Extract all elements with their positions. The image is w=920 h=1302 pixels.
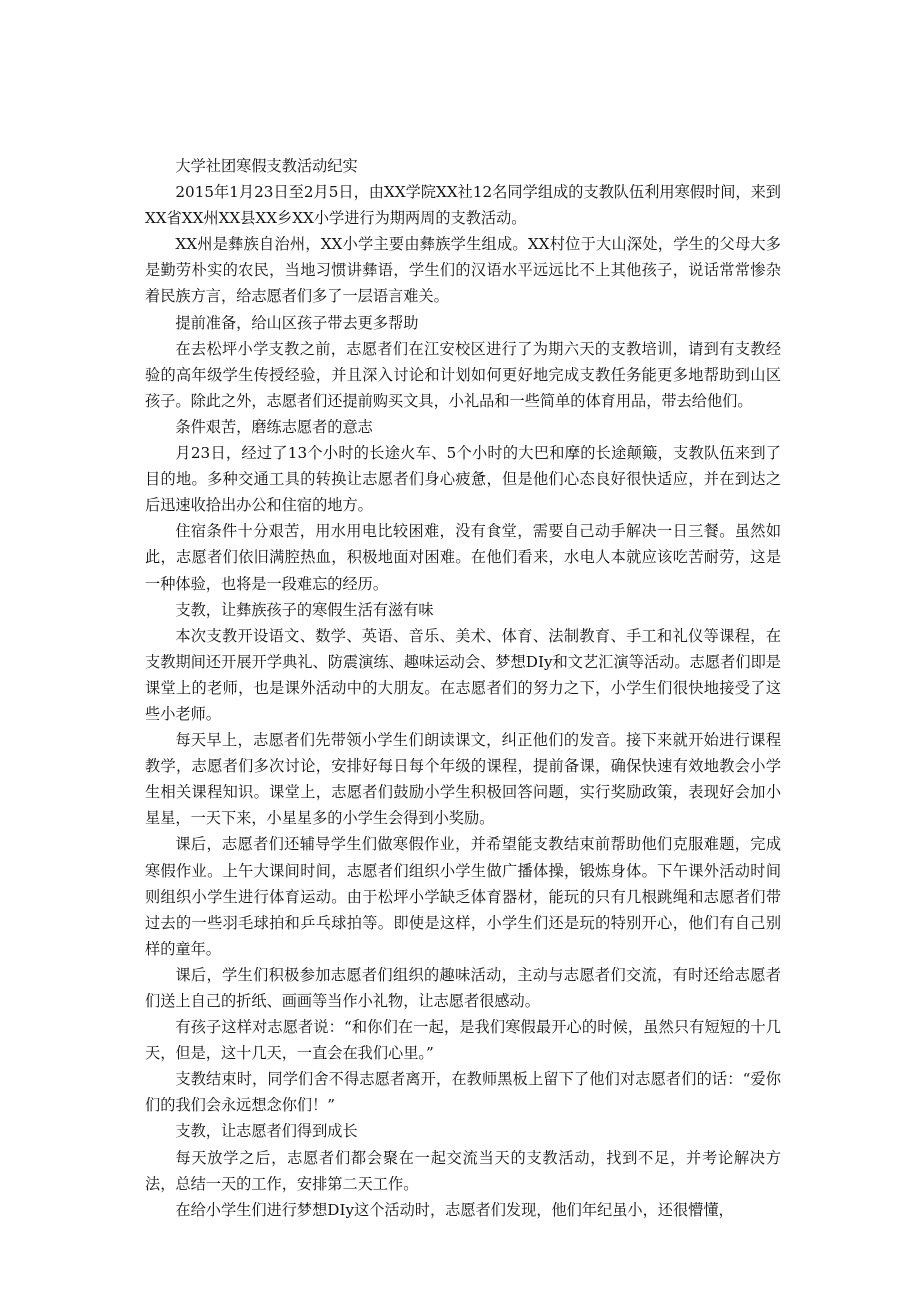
paragraph: 2015年1月23日至2月5日，由XX学院XX社12名同学组成的支教队伍利用寒假时间，来到XX省XX州XX县XX乡XX小学进行为期两周的支教活动。 <box>145 183 781 228</box>
document-body <box>145 153 781 1223</box>
paragraph: 课后，学生们积极参加志愿者们组织的趣味活动，主动与志愿者们交流，有时还给志愿者们送上自己的折纸、画画等当作小礼物，让志愿者很感动。 <box>145 965 781 1010</box>
section-heading: 条件艰苦，磨练志愿者的意志 <box>175 417 373 436</box>
paragraph: XX州是彝族自治州，XX小学主要由彝族学生组成。XX村位于大山深处，学生的父母大多是勤劳朴实的农民，当地习惯讲彝语，学生们的汉语水平远远比不上其他孩子，说话常常惨杂着民族方言，给志愿者们多了一层语言难关。 <box>145 235 781 306</box>
document-content <box>145 179 781 1223</box>
section-heading: 提前准备，给山区孩子带去更多帮助 <box>175 313 419 332</box>
paragraph: 支教结束时，同学们舍不得志愿者离开，在教师黑板上留下了他们对志愿者们的话：“爱你们的我们会永远想念你们！” <box>145 1070 781 1115</box>
paragraph: 在去松坪小学支教之前，志愿者们在江安校区进行了为期六天的支教培训，请到有支教经验的高年级学生传授经验，并且深入讨论和计划如何更好地完成支教任务能更多地帮助到山区孩子。除此之外，志愿者们还提前购买文具，小礼品和一些简单的体育用品，带去给他们。 <box>145 339 781 410</box>
paragraph: 住宿条件十分艰苦，用水用电比较困难，没有食堂，需要自己动手解决一日三餐。虽然如此，志愿者们依旧满腔热血，积极地面对困难。在他们看来，水电人本就应该吃苦耐劳，这是一种体验，也将是一段难忘的经历。 <box>145 522 781 593</box>
paragraph: 有孩子这样对志愿者说：“和你们在一起，是我们寒假最开心的时候，虽然只有短短的十几天，但是，这十几天，一直会在我们心里。” <box>145 1018 781 1063</box>
paragraph: 月23日，经过了13个小时的长途火车、5个小时的大巴和摩的长途颠簸，支教队伍来到了目的地。多种交通工具的转换让志愿者们身心疲惫，但是他们心态良好很快适应，并在到达之后迅速收拾出办公和住宿的地方。 <box>145 444 781 515</box>
section-heading: 支教，让志愿者们得到成长 <box>175 1122 358 1141</box>
paragraph: 在给小学生们进行梦想DIy这个活动时，志愿者们发现，他们年纪虽小，还很懵懂， <box>175 1200 734 1219</box>
document-title: 大学社团寒假支教活动纪实 <box>175 157 358 175</box>
section-heading: 支教，让彝族孩子的寒假生活有滋有味 <box>175 600 434 619</box>
paragraph: 本次支教开设语文、数学、英语、音乐、美术、体育、法制教育、手工和礼仪等课程，在支教期间还开展开学典礼、防震演练、趣味运动会、梦想DIy和文艺汇演等活动。志愿者们即是课堂上的老师，也是课外活动中的大朋友。在志愿者们的努力之下，小学生们很快地接受了这些小老师。 <box>145 626 781 723</box>
paragraph: 每天放学之后，志愿者们都会聚在一起交流当天的支教活动，找到不足，并考论解决方法，总结一天的工作，安排第二天工作。 <box>145 1148 781 1193</box>
paragraph: 课后，志愿者们还辅导学生们做寒假作业，并希望能支教结束前帮助他们克服难题，完成寒假作业。上午大课间时间，志愿者们组织小学生做广播体操，锻炼身体。下午课外活动时间则组织小学生进行体育运动。由于松坪小学缺乏体育器材，能玩的只有几根跳绳和志愿者们带过去的一些羽毛球拍和乒乓球拍等。即使是这样，小学生们还是玩的特别开心，他们有自己别样的童年。 <box>145 835 781 958</box>
paragraph: 每天早上，志愿者们先带领小学生们朗读课文，纠正他们的发音。接下来就开始进行课程教学，志愿者们多次讨论，安排好每日每个年级的课程，提前备课，确保快速有效地教会小学生相关课程知识。课堂上，志愿者们鼓励小学生积极回答问题，实行奖励政策，表现好会加小星星，一天下来，小星星多的小学生会得到小奖励。 <box>145 731 781 828</box>
